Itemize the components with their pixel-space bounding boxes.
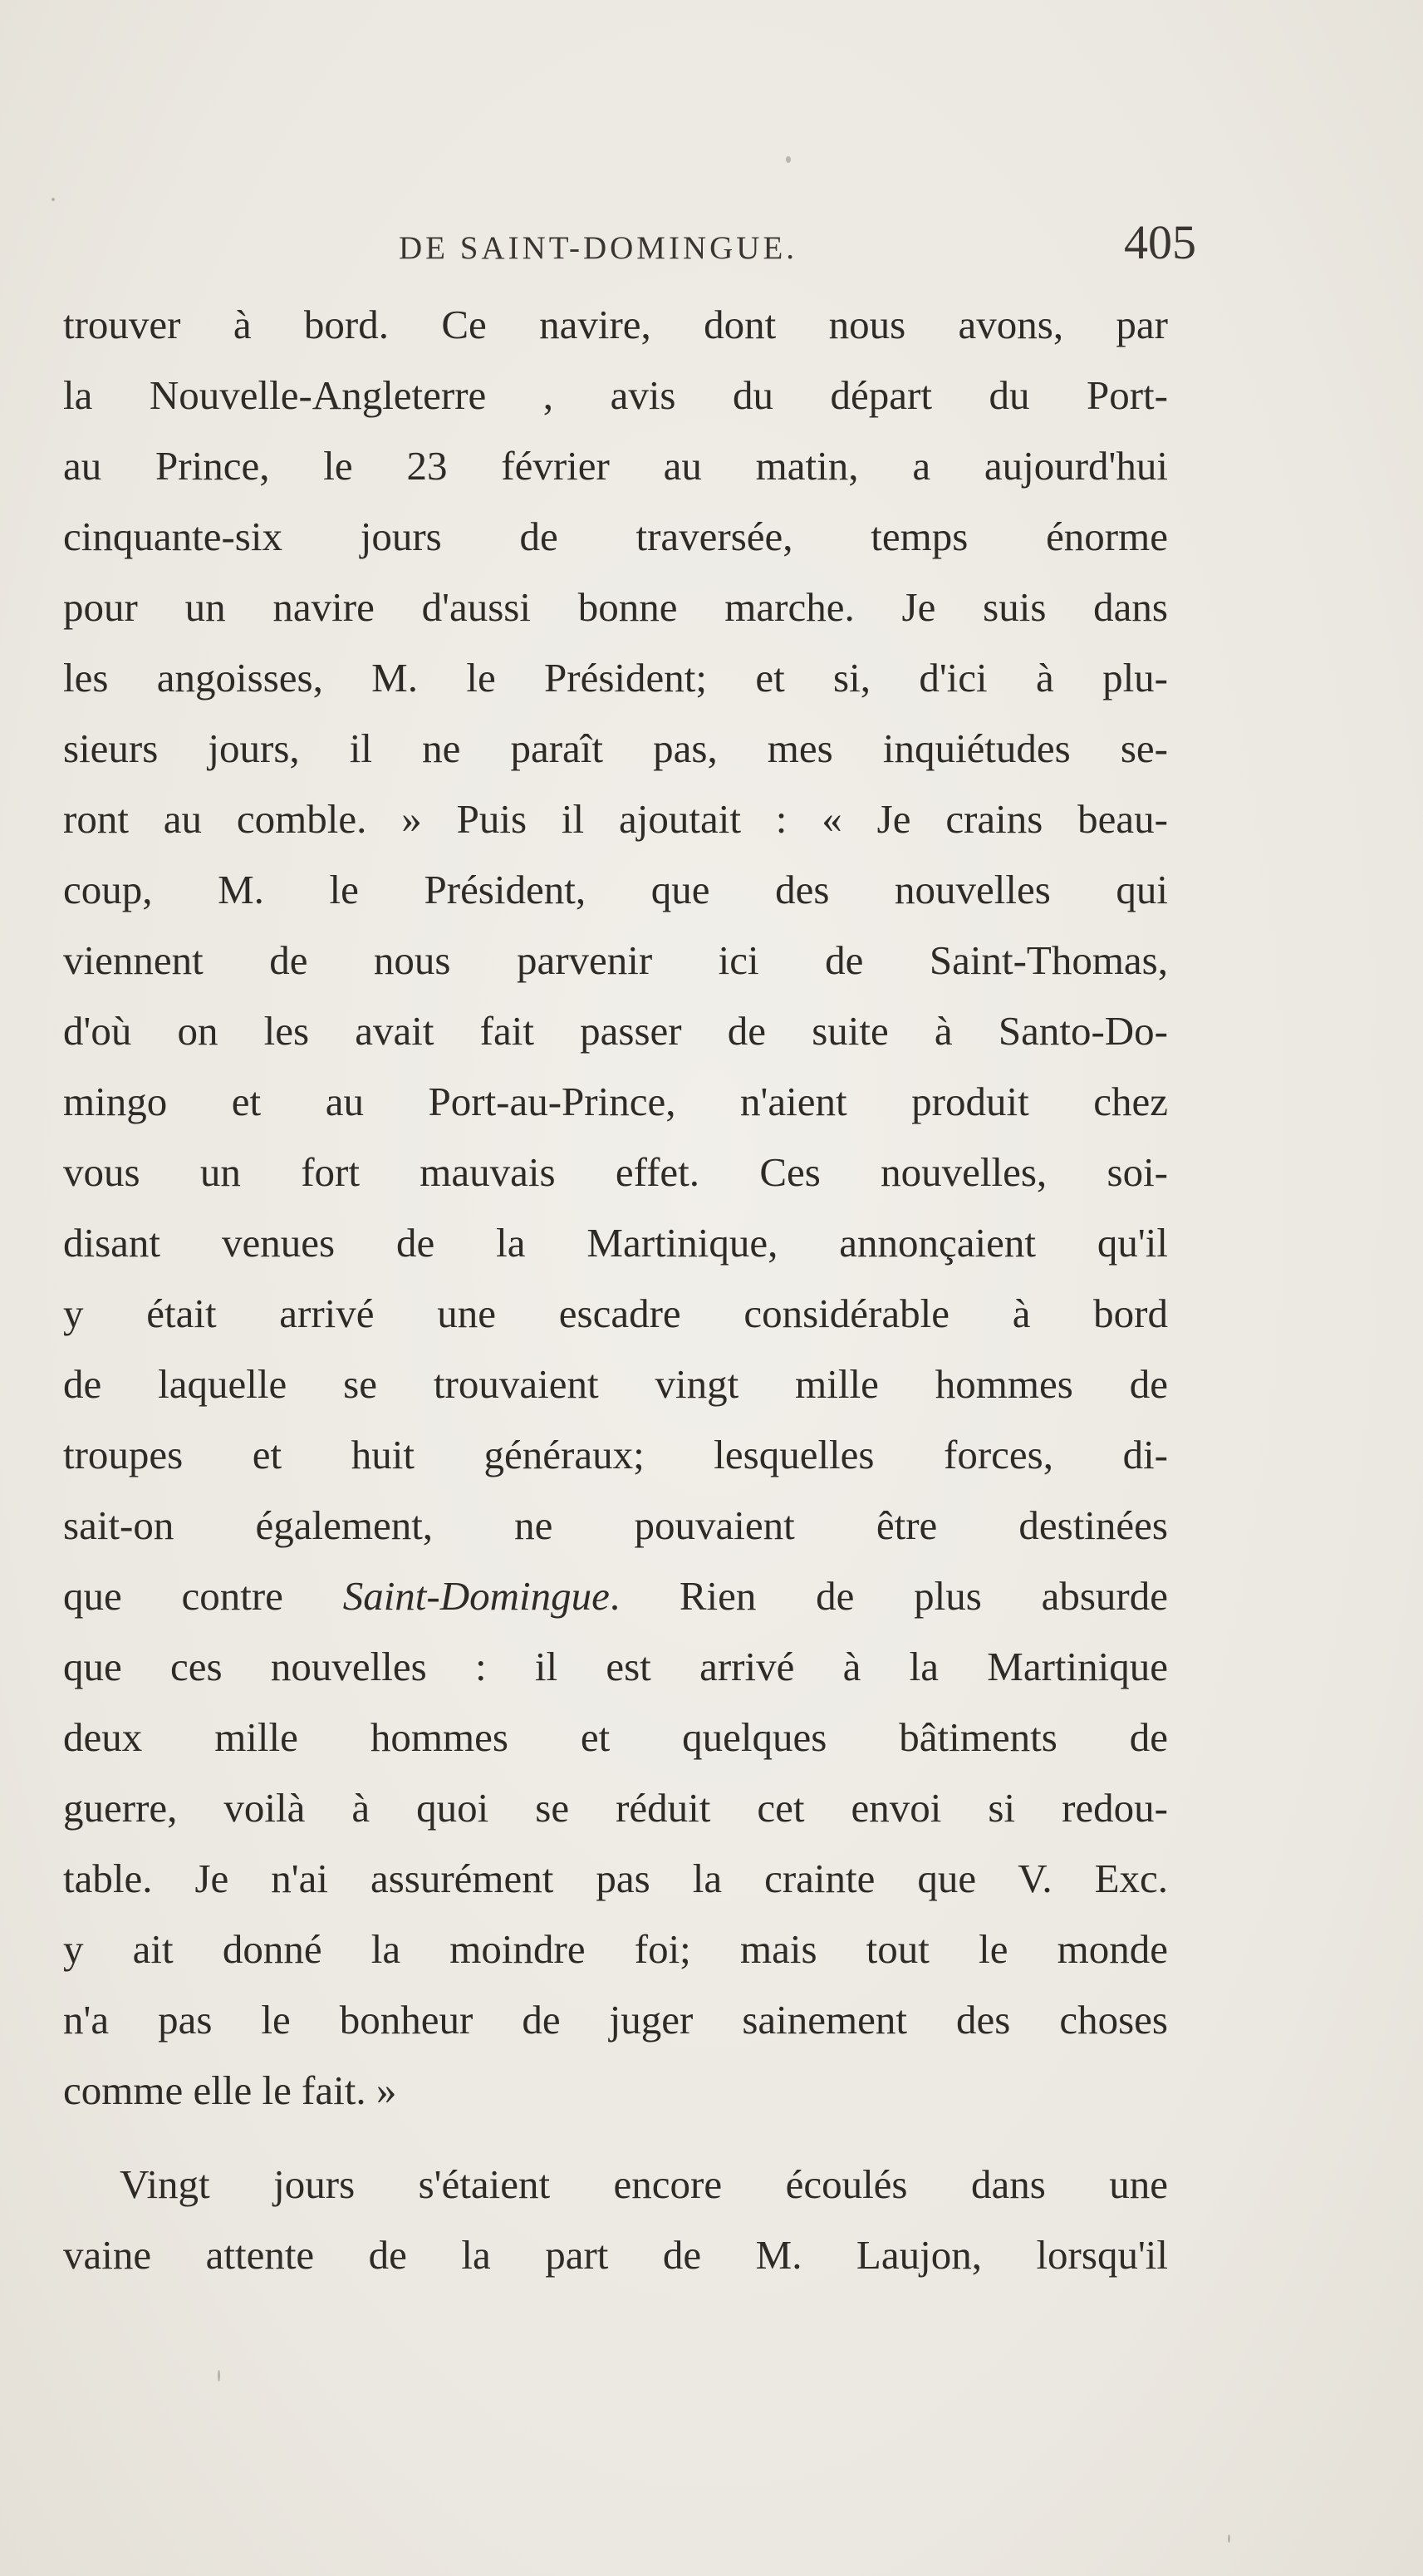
paragraph-last-line: comme elle le fait. »: [63, 2067, 397, 2113]
text-line: cinquante-six jours de traversée, temps énorme: [63, 514, 1168, 559]
italic-place-name: Saint-Domingue: [342, 1573, 610, 1619]
text-line: n'a pas le bonheur de juger sainement des choses: [63, 1997, 1168, 2043]
running-title: DE SAINT-DOMINGUE.: [399, 230, 798, 266]
line-prefix: que contre: [63, 1573, 343, 1619]
text-line: table. Je n'ai assurément pas la crainte que V. Exc.: [63, 1856, 1168, 1901]
text-line: y était arrivé une escadre considérable à bord: [63, 1290, 1168, 1336]
text-line: la Nouvelle-Angleterre , avis du départ du Port-: [63, 372, 1168, 418]
text-line: pour un navire d'aussi bonne marche. Je suis dans: [63, 584, 1168, 630]
text-line: vous un fort mauvais effet. Ces nouvelles, soi-: [63, 1149, 1168, 1195]
text-line: d'où on les avait fait passer de suite à Santo-Do-: [63, 1008, 1168, 1054]
text-line: mingo et au Port-au-Prince, n'aient produit chez: [63, 1079, 1168, 1124]
text-line: les angoisses, M. le Président; et si, d'ici à plu-: [63, 655, 1168, 701]
body-text: [63, 289, 1168, 2290]
text-line: que ces nouvelles : il est arrivé à la Martinique: [63, 1644, 1168, 1689]
text-line: coup, M. le Président, que des nouvelles qui: [63, 867, 1168, 912]
text-line: au Prince, le 23 février au matin, a aujourd'hui: [63, 443, 1168, 489]
text-line: guerre, voilà à quoi se réduit cet envoi si redou-: [63, 1785, 1168, 1831]
text-line: de laquelle se trouvaient vingt mille hommes de: [63, 1361, 1168, 1407]
text-line: deux mille hommes et quelques bâtiments de: [63, 1714, 1168, 1760]
text-line: troupes et huit généraux; lesquelles forces, di-: [63, 1432, 1168, 1477]
paper-speck: [1228, 2534, 1230, 2543]
paragraph-first-line: Vingt jours s'étaient encore écoulés dans une: [120, 2161, 1168, 2207]
paper-speck: [52, 198, 55, 201]
page-number: 405: [1124, 215, 1196, 269]
text-line: sieurs jours, il ne paraît pas, mes inquiétudes se-: [63, 725, 1168, 771]
text-line: ront au comble. » Puis il ajoutait : « Je crains beau-: [63, 796, 1168, 842]
paper-speck: [786, 156, 791, 163]
text-line-with-italic: [63, 1561, 1168, 1631]
text-line: vaine attente de la part de M. Laujon, lorsqu'il: [63, 2232, 1168, 2278]
text-line: viennent de nous parvenir ici de Saint-Thomas,: [63, 937, 1168, 983]
text-line: y ait donné la moindre foi; mais tout le monde: [63, 1926, 1168, 1972]
text-line: trouver à bord. Ce navire, dont nous avons, par: [63, 302, 1168, 347]
line-suffix: . Rien de plus absurde: [609, 1573, 1168, 1619]
text-line: sait-on également, ne pouvaient être destinées: [63, 1502, 1168, 1548]
text-line: disant venues de la Martinique, annonçaient qu'il: [63, 1220, 1168, 1266]
paper-speck: [218, 2370, 220, 2382]
running-head: [66, 214, 1196, 281]
